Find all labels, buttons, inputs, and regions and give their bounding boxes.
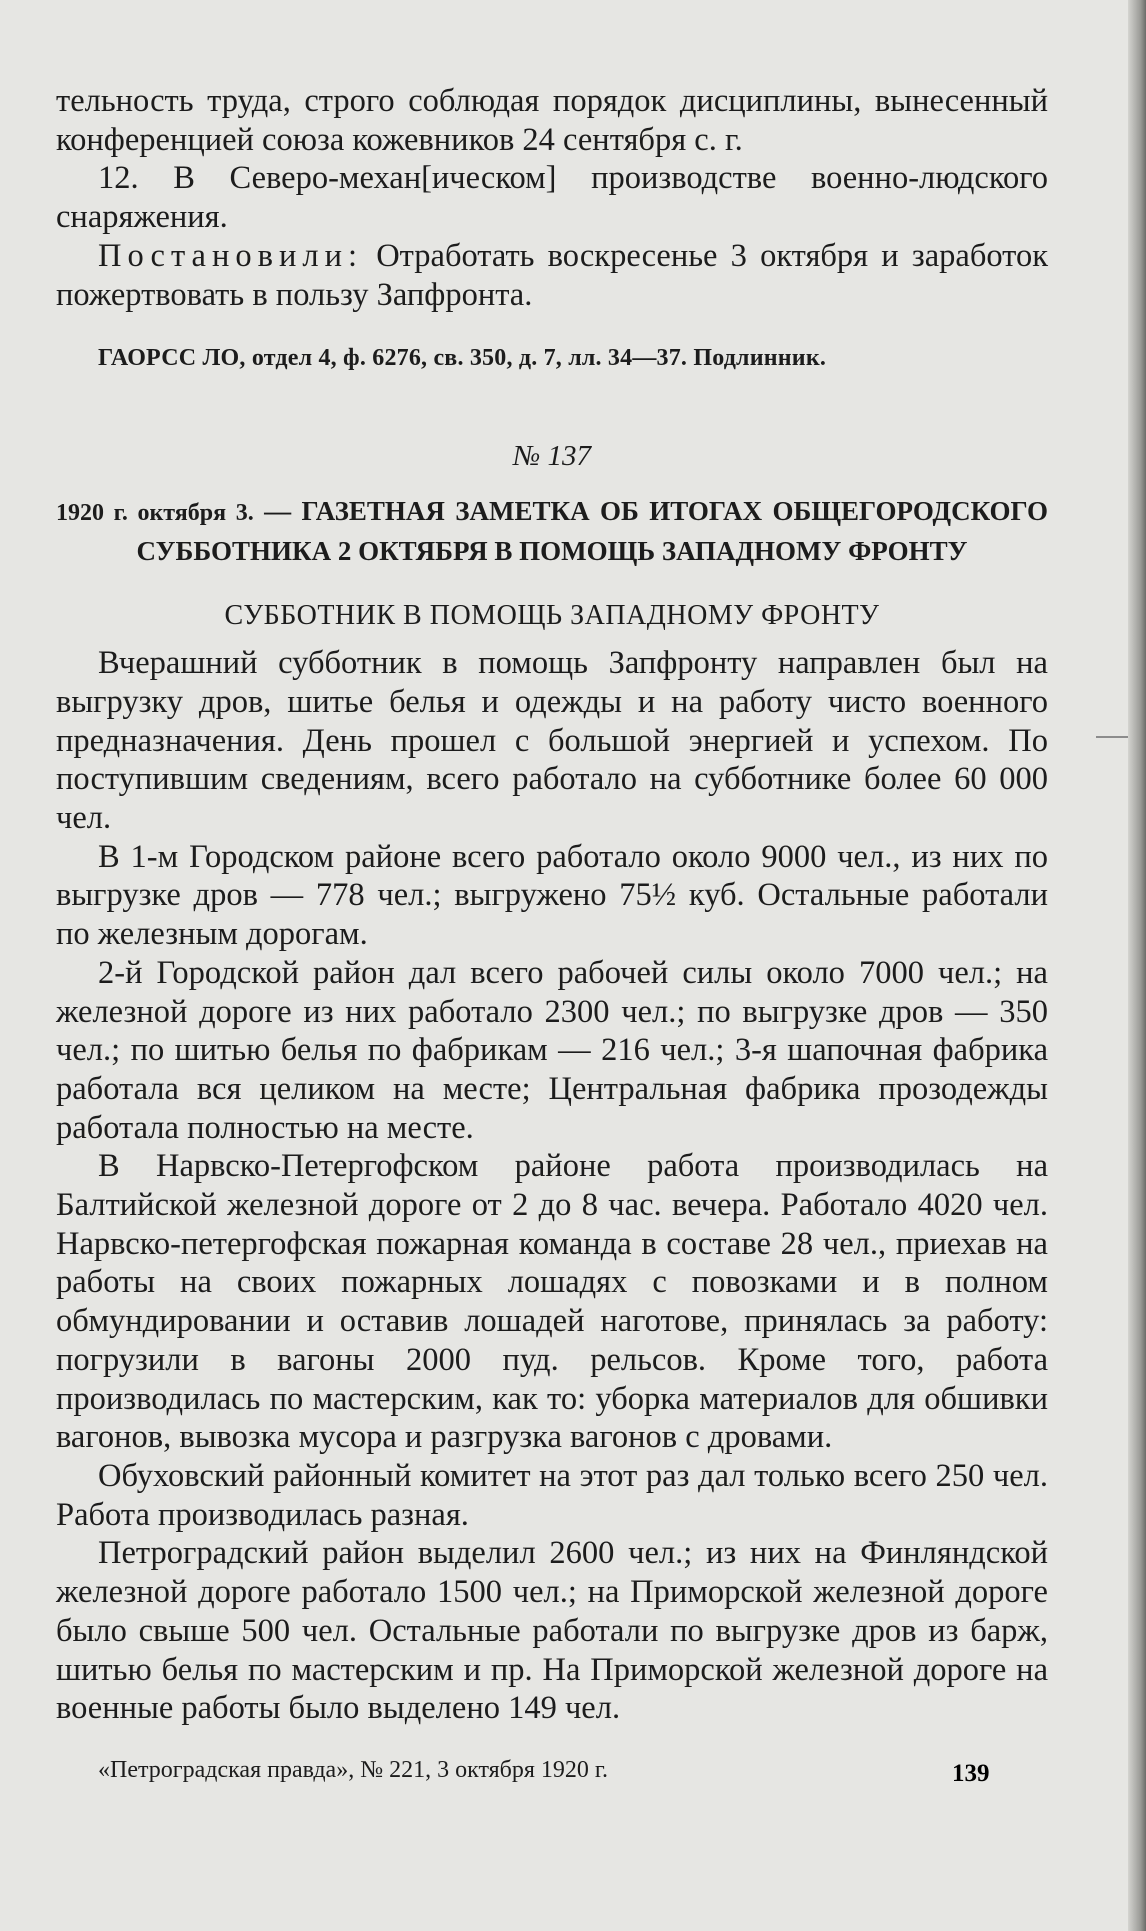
document-title-text: — ГАЗЕТНАЯ ЗАМЕТКА ОБ ИТОГАХ ОБЩЕГОРОДСКОГО СУББОТНИКА 2 ОКТЯБРЯ В ПОМОЩЬ ЗАПАДНОМУ ФРОНТУ [136, 496, 1049, 567]
article-paragraph: В Нарвско-Петергофском районе работа производилась на Балтийской железной дороге от 2 до 8 час. вечера. Работало 4020 чел. Нарвско-петергофская пожарная команда в составе 28 чел., приехав на работы на своих пожарных лошадях с повозками и в полном обмундировании и оставив лошадей наготове, принялась за работу: погрузили в вагоны 2000 пуд. рельсов. Кроме того, работа производилась по мастерским, как то: уборка материалов для обшивки вагонов, вывозка мусора и разгрузка вагонов с дровами. [56, 1148, 1048, 1456]
article-paragraph: В 1-м Городском районе всего работало около 9000 чел., из них по выгрузке дров — 778 чел.; выгружено 75½ куб. Остальные работали по железным дорогам. [56, 838, 1048, 953]
article-headline: СУББОТНИК В ПОМОЩЬ ЗАПАДНОМУ ФРОНТУ [224, 600, 880, 632]
article-paragraph: Петроградский район выделил 2600 чел.; из них на Финляндской железной дороге работало 1500 чел.; на Приморской железной дороге было свыше 500 чел. Остальные работали по выгрузке дров из барж, шитью белья по мастерским и пр. На Приморской железной дороге на военные работы было выделено 149 чел. [56, 1535, 1048, 1727]
document-date: 1920 г. октября 3. [56, 500, 254, 527]
document-number: № 137 [512, 440, 592, 473]
article-paragraph: Обуховский районный комитет на этот раз дал только всего 250 чел. Работа производилась разная. [56, 1457, 1048, 1533]
margin-mark [1096, 736, 1128, 738]
resolution-text: Отработать воскресенье 3 октября и заработок пожертвовать в пользу Запфронта. [56, 237, 1048, 313]
article-paragraph: 2-й Городской район дал всего рабочей силы около 7000 чел.; на железной дороге из них работало 2300 чел.; по выгрузке дров — 350 чел.; по шитью белья по фабрикам — 216 чел.; 3-я шапочная фабрика работала вся целиком на месте; Центральная фабрика прозодежды работала полностью на месте. [56, 954, 1048, 1146]
article-paragraph: Вчерашний субботник в помощь Запфронту направлен был на выгрузку дров, шитье белья и одежды и на работу чисто военного предназначения. День прошел с большой энергией и успехом. По поступившим сведениям, всего работало на субботнике более 60 000 чел. [56, 645, 1048, 837]
newspaper-citation: «Петроградская правда», № 221, 3 октября 1920 г. [98, 1756, 609, 1783]
page-body [56, 82, 1048, 1786]
resolution-label: Постановили: [98, 237, 364, 274]
book-edge-shadow [1128, 0, 1146, 1931]
resolution-paragraph [56, 237, 1048, 314]
agenda-item-12: 12. В Северо-механ[ическом] производстве военно-людского снаряжения. [56, 160, 1048, 236]
page-number: 139 [952, 1760, 990, 1787]
archive-source-note: ГАОРСС ЛО, отдел 4, ф. 6276, св. 350, д. 7, лл. 34—37. Подлинник. [98, 345, 827, 372]
continued-paragraph: тельность труда, строго соблюдая порядок дисциплины, вынесенный конференцией союза кожевников 24 сентября с. г. [56, 83, 1048, 158]
document-title [56, 492, 1048, 570]
